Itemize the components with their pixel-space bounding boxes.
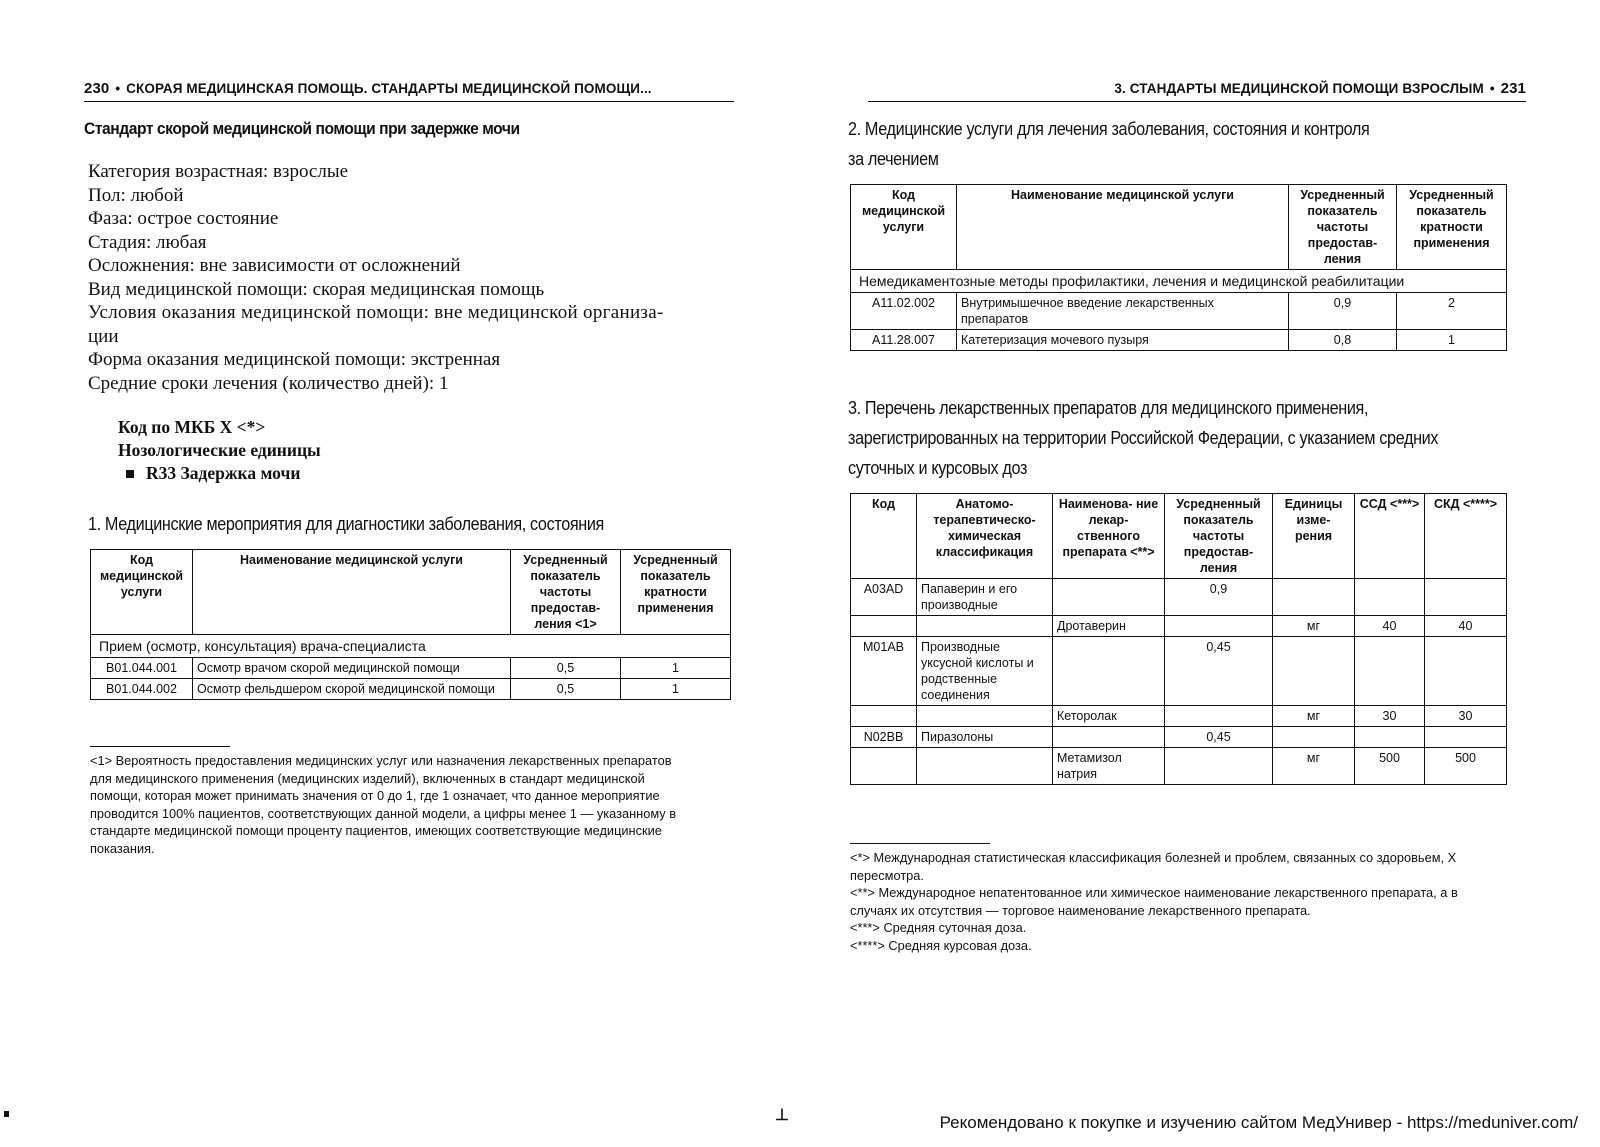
table-row xyxy=(851,293,1507,330)
standard-title: Стандарт скорой медицинской помощи при задержке мочи xyxy=(84,119,520,138)
table-header-cell: Наименование медицинской услуги xyxy=(957,185,1289,270)
drug-name: Кеторолак xyxy=(1053,706,1165,727)
nosology-item xyxy=(118,462,321,485)
table-group-row xyxy=(851,270,1507,293)
footnote-divider xyxy=(90,746,230,747)
edge-mark xyxy=(4,1111,9,1117)
drugs-table xyxy=(850,493,1507,785)
drug-unit: мг xyxy=(1273,706,1355,727)
table-header-cell: Усредненный показатель частоты предостав- ления xyxy=(1165,494,1273,579)
drug-ssd: 500 xyxy=(1355,748,1425,785)
atc-classification xyxy=(917,748,1053,785)
service-name: Внутримышечное введение лекарственных препаратов xyxy=(957,293,1289,330)
service-frequency: 0,8 xyxy=(1289,330,1397,351)
section-1-title: 1. Медицинские мероприятия для диагностики заболевания, состояния xyxy=(88,514,604,534)
atc-classification xyxy=(917,616,1053,637)
table-header-cell: Усредненный показатель кратности применения xyxy=(621,550,731,635)
drug-frequency: 0,45 xyxy=(1165,637,1273,706)
footnotes xyxy=(850,849,1470,954)
footnote-item: <***> Средняя суточная доза. xyxy=(850,920,1027,935)
table-header-cell: Усредненный показатель частоты предостав- ления xyxy=(1289,185,1397,270)
drug-frequency xyxy=(1165,748,1273,785)
atc-code xyxy=(851,748,917,785)
property-line: Фаза: острое состояние xyxy=(88,208,279,229)
standard-properties xyxy=(88,160,738,395)
atc-classification: Пиразолоны xyxy=(917,727,1053,748)
service-name: Осмотр фельдшером скорой медицинской помощи xyxy=(193,679,511,700)
service-code: B01.044.002 xyxy=(91,679,193,700)
drug-skd xyxy=(1425,727,1507,748)
service-multiplicity: 1 xyxy=(621,658,731,679)
drug-skd xyxy=(1425,579,1507,616)
drug-name xyxy=(1053,579,1165,616)
table-row xyxy=(851,637,1507,706)
drug-frequency xyxy=(1165,616,1273,637)
footnote-item: <*> Международная статистическая классификация болезней и проблем, связанных со здоровьем, X пересмотра. xyxy=(850,850,1457,883)
table-header-cell: Усредненный показатель кратности применения xyxy=(1397,185,1507,270)
table-header-cell: Код xyxy=(851,494,917,579)
page-number-left: 230 xyxy=(84,80,110,97)
section-3-title-line-3: суточных и курсовых доз xyxy=(848,458,1028,478)
atc-code: M01AB xyxy=(851,637,917,706)
table-header-cell: Код медицинской услуги xyxy=(851,185,957,270)
property-line: Вид медицинской помощи: скорая медицинская помощь xyxy=(88,278,545,300)
running-head-left: 230 • СКОРАЯ МЕДИЦИНСКАЯ ПОМОЩЬ. СТАНДАРТЫ МЕДИЦИНСКОЙ ПОМОЩИ... xyxy=(84,80,734,102)
section-2-title-line-2: за лечением xyxy=(848,149,939,169)
drug-skd: 500 xyxy=(1425,748,1507,785)
service-multiplicity: 1 xyxy=(1397,330,1507,351)
left-page xyxy=(0,0,790,1147)
atc-classification: Папаверин и его производные xyxy=(917,579,1053,616)
drug-ssd: 30 xyxy=(1355,706,1425,727)
atc-classification xyxy=(917,706,1053,727)
property-line: Категория возрастная: взрослые xyxy=(88,161,349,182)
treatment-services-table xyxy=(850,184,1507,351)
drug-ssd xyxy=(1355,727,1425,748)
diagnostics-table xyxy=(90,549,731,700)
drug-unit: мг xyxy=(1273,616,1355,637)
table-group-row xyxy=(91,635,731,658)
table-row xyxy=(851,579,1507,616)
property-line: Стадия: любая xyxy=(88,231,207,253)
table-header-cell: Наименование медицинской услуги xyxy=(193,550,511,635)
mkb-code-label: Код по МКБ X <*> xyxy=(118,417,266,437)
table-row xyxy=(91,679,731,700)
table-header-row xyxy=(91,550,731,635)
drug-ssd xyxy=(1355,637,1425,706)
drug-unit xyxy=(1273,727,1355,748)
table-row xyxy=(851,330,1507,351)
drug-ssd: 40 xyxy=(1355,616,1425,637)
atc-code xyxy=(851,706,917,727)
property-line: Пол: любой xyxy=(88,184,184,206)
section-2-title-line-1: 2. Медицинские услуги для лечения заболевания, состояния и контроля xyxy=(848,119,1370,139)
page-number-right: 231 xyxy=(1500,80,1526,97)
section-3-title-line-1: 3. Перечень лекарственных препаратов для медицинского применения, xyxy=(848,398,1369,418)
footnote-1: <1> Вероятность предоставления медицинских услуг или назначения лекарственных препаратов для медицинского применения (медицинских изделий), включенных в стандарт медицинской помощи, которая может принимать значения от 0 до 1, где 1 означает, что данное мероприятие проводится 100% пациентов, соответствующих данной модели, а цифры менее 1 — указанному в стандарте медицинской помощи проценту пациентов, имеющих соответствующие медицинские показания. xyxy=(90,753,677,856)
service-multiplicity: 1 xyxy=(621,679,731,700)
drug-frequency: 0,9 xyxy=(1165,579,1273,616)
drug-name: Метамизол натрия xyxy=(1053,748,1165,785)
section-3-title-line-2: зарегистрированных на территории Российской Федерации, с указанием средних xyxy=(848,428,1439,448)
nosology-label: Нозологические единицы xyxy=(118,440,321,460)
table-header-cell: Анатомо- терапевтическо- химическая классификация xyxy=(917,494,1053,579)
service-code: B01.044.001 xyxy=(91,658,193,679)
sponsor-note: Рекомендовано к покупке и изучению сайтом МедУнивер - https://meduniver.com/ xyxy=(939,1113,1578,1132)
service-name: Катетеризация мочевого пузыря xyxy=(957,330,1289,351)
service-frequency: 0,5 xyxy=(511,679,621,700)
atc-code: N02BB xyxy=(851,727,917,748)
drug-frequency xyxy=(1165,706,1273,727)
drug-name xyxy=(1053,727,1165,748)
service-code: A11.28.007 xyxy=(851,330,957,351)
running-head-right: 3. СТАНДАРТЫ МЕДИЦИНСКОЙ ПОМОЩИ ВЗРОСЛЫМ • 231 xyxy=(868,80,1526,102)
bullet-icon xyxy=(126,470,134,478)
table-header-cell: Единицы изме- рения xyxy=(1273,494,1355,579)
footnote-item: <****> Средняя курсовая доза. xyxy=(850,937,1032,953)
drug-skd: 40 xyxy=(1425,616,1507,637)
table-header-row xyxy=(851,185,1507,270)
drug-skd xyxy=(1425,637,1507,706)
table-header-row xyxy=(851,494,1507,579)
drug-unit: мг xyxy=(1273,748,1355,785)
drug-frequency: 0,45 xyxy=(1165,727,1273,748)
property-line: Средние сроки лечения (количество дней): 1 xyxy=(88,372,449,394)
drug-ssd xyxy=(1355,579,1425,616)
table-header-cell: ССД <***> xyxy=(1355,494,1425,579)
service-multiplicity: 2 xyxy=(1397,293,1507,330)
drug-unit xyxy=(1273,637,1355,706)
right-page xyxy=(810,0,1600,1147)
atc-code: A03AD xyxy=(851,579,917,616)
service-code: A11.02.002 xyxy=(851,293,957,330)
service-name: Осмотр врачом скорой медицинской помощи xyxy=(193,658,511,679)
table-row xyxy=(851,748,1507,785)
table-header-cell: Наименова- ние лекар- ственного препарата <**> xyxy=(1053,494,1165,579)
nosology-item-text: R33 Задержка мочи xyxy=(146,463,301,483)
table-row xyxy=(851,706,1507,727)
table-header-cell: СКД <****> xyxy=(1425,494,1507,579)
service-frequency: 0,5 xyxy=(511,658,621,679)
footnote-divider xyxy=(850,843,990,844)
running-title-right: 3. СТАНДАРТЫ МЕДИЦИНСКОЙ ПОМОЩИ ВЗРОСЛЫМ xyxy=(1114,81,1484,96)
gutter-mark: ⊥ xyxy=(775,1107,789,1124)
table-header-cell: Код медицинской услуги xyxy=(91,550,193,635)
footnote-item: <**> Международное непатентованное или химическое наименование лекарственного препарата, а в случаях их отсутствия — торговое наименование лекарственного препарата. xyxy=(850,885,1458,918)
table-group-cell: Прием (осмотр, консультация) врача-специалиста xyxy=(91,635,731,658)
table-row xyxy=(851,727,1507,748)
mkb-block xyxy=(118,416,321,485)
property-line: Осложнения: вне зависимости от осложнений xyxy=(88,255,461,276)
table-header-cell: Усредненный показатель частоты предостав- ления <1> xyxy=(511,550,621,635)
service-frequency: 0,9 xyxy=(1289,293,1397,330)
atc-classification: Производные уксусной кислоты и родственные соединения xyxy=(917,637,1053,706)
atc-code xyxy=(851,616,917,637)
property-line: ции xyxy=(88,325,119,347)
table-group-cell: Немедикаментозные методы профилактики, лечения и медицинской реабилитации xyxy=(851,270,1507,293)
table-row xyxy=(91,658,731,679)
property-line: Форма оказания медицинской помощи: экстренная xyxy=(88,349,501,370)
property-line: Условия оказания медицинской помощи: вне медицинской организа- xyxy=(88,302,664,323)
drug-skd: 30 xyxy=(1425,706,1507,727)
table-row xyxy=(851,616,1507,637)
running-title-left: СКОРАЯ МЕДИЦИНСКАЯ ПОМОЩЬ. СТАНДАРТЫ МЕДИЦИНСКОЙ ПОМОЩИ... xyxy=(126,81,652,96)
drug-name: Дротаверин xyxy=(1053,616,1165,637)
drug-unit xyxy=(1273,579,1355,616)
drug-name xyxy=(1053,637,1165,706)
